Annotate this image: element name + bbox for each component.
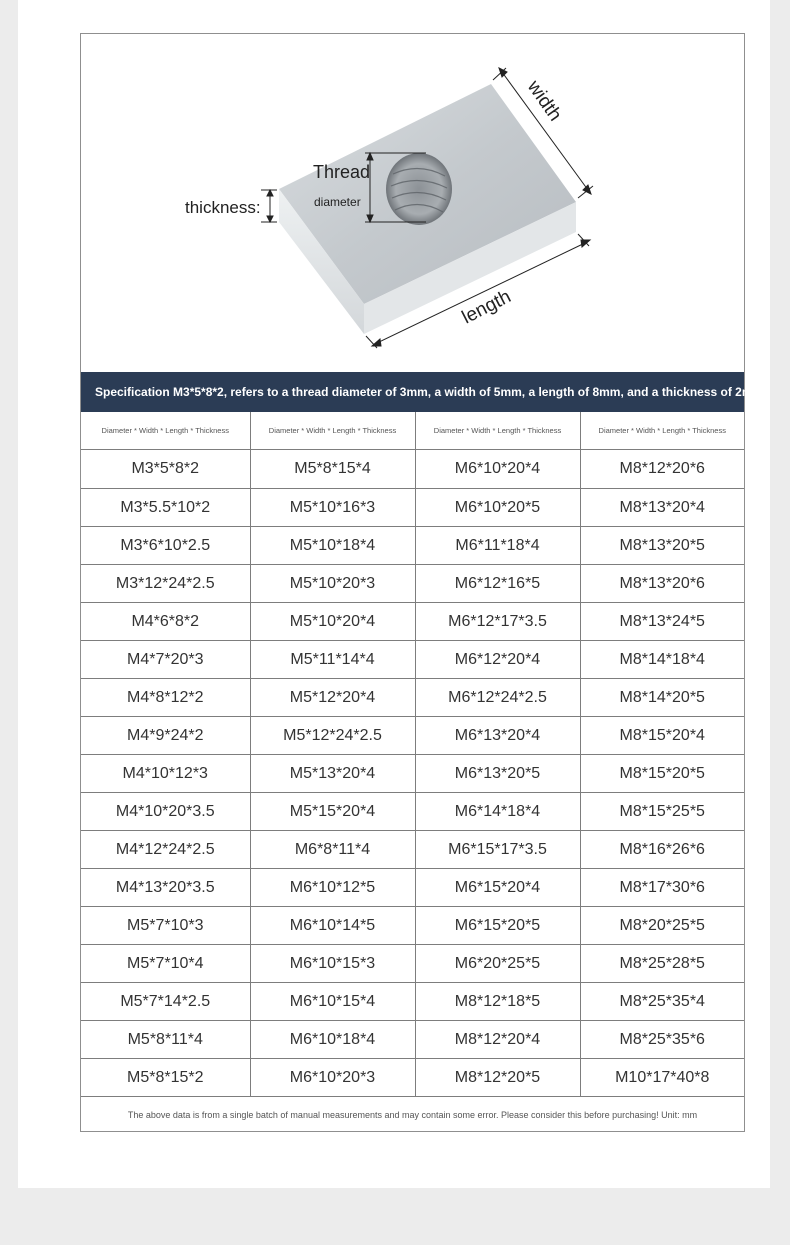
spec-cell: M8*25*28*5: [580, 945, 744, 983]
spec-cell: M8*15*20*4: [580, 717, 744, 755]
spec-cell: M6*13*20*5: [415, 755, 580, 793]
table-row: [81, 717, 744, 755]
length-label: length: [458, 286, 515, 329]
spec-cell: M6*14*18*4: [415, 793, 580, 831]
note-row: [81, 1097, 744, 1134]
spec-cell: M4*10*20*3.5: [81, 793, 250, 831]
spec-cell: M6*12*16*5: [415, 565, 580, 603]
header-row: [81, 412, 744, 450]
spec-cell: M5*13*20*4: [250, 755, 415, 793]
spec-cell: M6*20*25*5: [415, 945, 580, 983]
spec-cell: M8*25*35*4: [580, 983, 744, 1021]
table-row: [81, 755, 744, 793]
spec-cell: M5*8*15*2: [81, 1059, 250, 1097]
spec-cell: M5*7*10*3: [81, 907, 250, 945]
spec-cell: M3*5.5*10*2: [81, 489, 250, 527]
spec-cell: M5*8*15*4: [250, 450, 415, 489]
spec-cell: M6*10*20*4: [415, 450, 580, 489]
table-row: [81, 1059, 744, 1097]
spec-cell: M6*10*20*5: [415, 489, 580, 527]
spec-cell: M8*12*20*5: [415, 1059, 580, 1097]
spec-cell: M6*15*17*3.5: [415, 831, 580, 869]
column-header: Diameter * Width * Length * Thickness: [81, 412, 250, 450]
spec-cell: M8*12*20*6: [580, 450, 744, 489]
specification-banner: Specification M3*5*8*2, refers to a thread diameter of 3mm, a width of 5mm, a length of 8mm, and a thickness of 2mm.: [81, 372, 744, 412]
table-row: [81, 831, 744, 869]
spec-cell: M8*13*20*4: [580, 489, 744, 527]
spec-cell: M5*10*20*4: [250, 603, 415, 641]
column-header: Diameter * Width * Length * Thickness: [250, 412, 415, 450]
spec-cell: M8*15*20*5: [580, 755, 744, 793]
spec-cell: M10*17*40*8: [580, 1059, 744, 1097]
width-label: width: [522, 76, 566, 126]
spec-cell: M8*13*24*5: [580, 603, 744, 641]
spec-cell: M5*10*18*4: [250, 527, 415, 565]
column-header: Diameter * Width * Length * Thickness: [580, 412, 744, 450]
spec-cell: M8*17*30*6: [580, 869, 744, 907]
spec-cell: M8*13*20*6: [580, 565, 744, 603]
column-header: Diameter * Width * Length * Thickness: [415, 412, 580, 450]
spec-cell: M8*13*20*5: [580, 527, 744, 565]
table-row: [81, 527, 744, 565]
spec-cell: M6*11*18*4: [415, 527, 580, 565]
spec-cell: M6*12*17*3.5: [415, 603, 580, 641]
spec-cell: M8*16*26*6: [580, 831, 744, 869]
spec-cell: M6*10*12*5: [250, 869, 415, 907]
spec-cell: M4*7*20*3: [81, 641, 250, 679]
spec-cell: M4*13*20*3.5: [81, 869, 250, 907]
spec-cell: M4*6*8*2: [81, 603, 250, 641]
table-row: [81, 565, 744, 603]
diameter-label: diameter: [314, 195, 361, 209]
table-row: [81, 983, 744, 1021]
nut-diagram: [81, 34, 744, 371]
spec-cell: M3*6*10*2.5: [81, 527, 250, 565]
table-row: [81, 1021, 744, 1059]
spec-cell: M8*15*25*5: [580, 793, 744, 831]
spec-cell: M5*8*11*4: [81, 1021, 250, 1059]
table-row: [81, 450, 744, 489]
spec-cell: M6*15*20*4: [415, 869, 580, 907]
spec-cell: M5*10*16*3: [250, 489, 415, 527]
table-row: [81, 869, 744, 907]
measurement-note: The above data is from a single batch of manual measurements and may contain some error. Please consider this before purchasing! Unit: mm: [81, 1097, 744, 1134]
spec-cell: M5*15*20*4: [250, 793, 415, 831]
spec-cell: M5*12*20*4: [250, 679, 415, 717]
spec-cell: M8*12*20*4: [415, 1021, 580, 1059]
spec-cell: M6*10*14*5: [250, 907, 415, 945]
spec-cell: M6*15*20*5: [415, 907, 580, 945]
spec-cell: M8*14*20*5: [580, 679, 744, 717]
thread-label: Thread: [313, 162, 371, 182]
thickness-label: thickness:: [185, 198, 261, 217]
spec-cell: M3*5*8*2: [81, 450, 250, 489]
spec-cell: M6*8*11*4: [250, 831, 415, 869]
spec-cell: M8*12*18*5: [415, 983, 580, 1021]
spec-cell: M5*11*14*4: [250, 641, 415, 679]
spec-cell: M8*20*25*5: [580, 907, 744, 945]
spec-cell: M5*7*14*2.5: [81, 983, 250, 1021]
spec-cell: M6*12*20*4: [415, 641, 580, 679]
spec-cell: M6*10*18*4: [250, 1021, 415, 1059]
product-sheet: [18, 0, 770, 1188]
table-row: [81, 641, 744, 679]
spec-cell: M6*12*24*2.5: [415, 679, 580, 717]
spec-cell: M4*10*12*3: [81, 755, 250, 793]
spec-cell: M6*10*20*3: [250, 1059, 415, 1097]
spec-cell: M4*9*24*2: [81, 717, 250, 755]
spec-cell: M8*25*35*6: [580, 1021, 744, 1059]
square-nut: [279, 84, 576, 334]
spec-cell: M5*10*20*3: [250, 565, 415, 603]
table-row: [81, 945, 744, 983]
spec-cell: M4*12*24*2.5: [81, 831, 250, 869]
spec-cell: M8*14*18*4: [580, 641, 744, 679]
spec-cell: M5*7*10*4: [81, 945, 250, 983]
spec-table: [81, 412, 744, 1133]
table-row: [81, 679, 744, 717]
spec-cell: M6*10*15*3: [250, 945, 415, 983]
spec-cell: M3*12*24*2.5: [81, 565, 250, 603]
spec-cell: M6*10*15*4: [250, 983, 415, 1021]
spec-cell: M5*12*24*2.5: [250, 717, 415, 755]
thickness-dimension: [261, 190, 277, 222]
table-row: [81, 793, 744, 831]
table-row: [81, 907, 744, 945]
spec-frame: [80, 33, 767, 1132]
table-row: [81, 489, 744, 527]
table-row: [81, 603, 744, 641]
spec-cell: M4*8*12*2: [81, 679, 250, 717]
spec-cell: M6*13*20*4: [415, 717, 580, 755]
